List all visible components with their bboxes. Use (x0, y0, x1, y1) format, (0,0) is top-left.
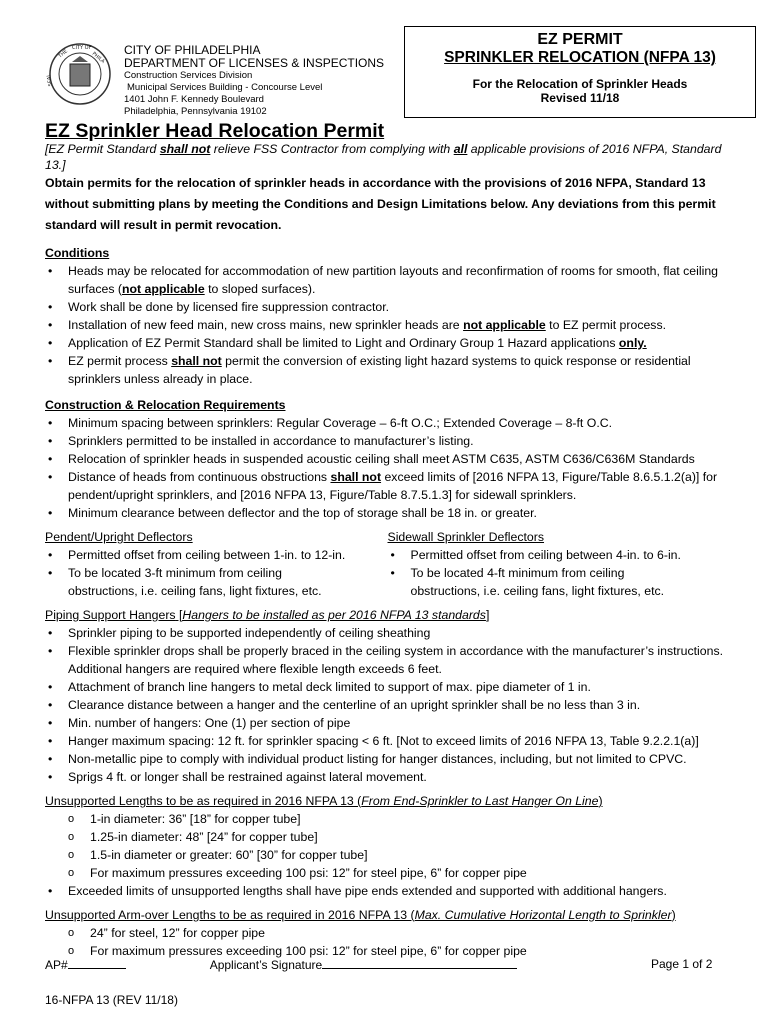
list-item: • Minimum spacing between sprinklers: Regular Coverage – 6-ft O.C.; Extended Coverage – 8-ft O.C. (45, 414, 730, 432)
division-name: Construction Services Division (124, 70, 253, 81)
svg-text:THE: THE (57, 48, 69, 60)
document-body (45, 141, 730, 960)
armover-heading: Unsupported Arm-over Lengths to be as required in 2016 NFPA 13 (Max. Cumulative Horizontal Length to Sprinkler) (45, 908, 676, 922)
list-item: • EZ permit process shall not permit the conversion of existing light hazard systems to quick response or residential sprinklers unless already in place. (45, 352, 730, 388)
list-item: • To be located 3-ft minimum from ceiling obstructions, i.e. ceiling fans, light fixtures, etc. (45, 564, 338, 600)
list-item: • Heads may be relocated for accommodation of new partition layouts and reconfirmation of rooms for smooth, flat ceiling surfaces (not applicable to sloped surfaces). (45, 262, 730, 298)
list-item: • To be located 4-ft minimum from ceiling obstructions, i.e. ceiling fans, light fixtures, etc. (388, 564, 691, 600)
list-item: o 1.25-in diameter: 48” [24” for copper tube] (45, 828, 730, 846)
building-name: Municipal Services Building - Concourse Level (127, 82, 323, 93)
list-item: • Hanger maximum spacing: 12 ft. for sprinkler spacing < 6 ft. [Not to exceed limits of 2016 NFPA 13, Table 9.2.2.1(a)] (45, 732, 730, 750)
armover-sublist (45, 924, 730, 960)
pendent-column (45, 528, 388, 600)
permit-title-box (404, 26, 756, 118)
box-revision: Revised 11/18 (540, 91, 620, 105)
unsupported-list (45, 882, 730, 900)
city-seal-logo (45, 42, 112, 106)
city-state-zip: Philadelphia, Pennsylvania 19102 (124, 106, 267, 117)
svg-text:SEAL: SEAL (45, 73, 54, 87)
construction-list (45, 414, 730, 522)
piping-list (45, 624, 730, 786)
unsupported-heading: Unsupported Lengths to be as required in 2016 NFPA 13 (From End-Sprinkler to Last Hanger On Line) (45, 794, 603, 808)
list-item: • Permitted offset from ceiling between 1-in. to 12-in. (45, 546, 388, 564)
list-item: • Sprinkler piping to be supported independently of ceiling sheathing (45, 624, 730, 642)
list-item: • Non-metallic pipe to comply with individual product listing for hanger distances, including, but not limited to CPVC. (45, 750, 730, 768)
conditions-heading: Conditions (45, 246, 110, 260)
svg-text:PHILA: PHILA (90, 50, 106, 65)
conditions-list (45, 262, 730, 388)
signature-field[interactable] (322, 957, 517, 969)
department-name: DEPARTMENT OF LICENSES & INSPECTIONS (124, 56, 385, 70)
list-item: o For maximum pressures exceeding 100 psi: 12” for steel pipe, 6” for copper pipe (45, 942, 730, 960)
list-item: • Application of EZ Permit Standard shall be limited to Light and Ordinary Group 1 Hazard applications only. (45, 334, 730, 352)
construction-heading: Construction & Relocation Requirements (45, 398, 286, 412)
list-item: • Sprigs 4 ft. or longer shall be restrained against lateral movement. (45, 768, 730, 786)
list-item: o 1.5-in diameter or greater: 60” [30” for copper tube] (45, 846, 730, 864)
street-address: 1401 John F. Kennedy Boulevard (124, 94, 264, 105)
box-title-ez-permit: EZ PERMIT (537, 31, 623, 48)
piping-heading: Piping Support Hangers [Hangers to be installed as per 2016 NFPA 13 standards] (45, 608, 490, 622)
list-item: • Attachment of branch line hangers to metal deck limited to support of max. pipe diameter of 1 in. (45, 678, 730, 696)
city-name: CITY OF PHILADELPHIA (124, 43, 261, 57)
page-title: EZ Sprinkler Head Relocation Permit (45, 120, 385, 142)
signature-line (45, 957, 745, 972)
lead-paragraph: Obtain permits for the relocation of sprinkler heads in accordance with the provisions of 2016 NFPA, Standard 13 without submitting plans by meeting the Conditions and Design Limitations below. Any deviations from this permit standard will result in permit revocation. (45, 176, 716, 232)
form-number: 16-NFPA 13 (REV 11/18) (45, 993, 178, 1007)
list-item: • Sprinklers permitted to be installed in accordance to manufacturer’s listing. (45, 432, 730, 450)
unsupported-sublist (45, 810, 730, 882)
list-item: • Work shall be done by licensed fire suppression contractor. (45, 298, 730, 316)
list-item: • Flexible sprinkler drops shall be properly braced in the ceiling system in accordance with the manufacturer’s instructions. Additional hangers are required where flexible length exceeds 6 feet. (45, 642, 730, 678)
svg-text:CITY OF: CITY OF (72, 45, 92, 51)
list-item: • Installation of new feed main, new cross mains, new sprinkler heads are not applicable to EZ permit process. (45, 316, 730, 334)
list-item: • Exceeded limits of unsupported lengths shall have pipe ends extended and supported with additional hangers. (45, 882, 730, 900)
list-item: • Clearance distance between a hanger and the centerline of an upright sprinkler shall be no less than 3 in. (45, 696, 730, 714)
ap-number-label: AP# (45, 958, 68, 972)
list-item: o 1-in diameter: 36” [18” for copper tube] (45, 810, 730, 828)
page-number: Page 1 of 2 (651, 957, 713, 971)
department-header (124, 44, 384, 118)
list-item: • Minimum clearance between deflector and the top of storage shall be 18 in. or greater. (45, 504, 730, 522)
ap-number-field[interactable] (68, 957, 126, 969)
box-subtitle: For the Relocation of Sprinkler Heads (472, 77, 688, 91)
list-item: • Distance of heads from continuous obstructions shall not exceed limits of [2016 NFPA 13, Figure/Table 8.6.5.1.2(a)] for pendent/upright sprinklers, and [2016 NFPA 13, Figure/Table 8.7.5.1.3] for sidewall sprinklers. (45, 468, 730, 504)
pendent-heading: Pendent/Upright Deflectors (45, 530, 193, 544)
list-item: • Min. number of hangers: One (1) per section of pipe (45, 714, 730, 732)
permit-note: [EZ Permit Standard shall not relieve FSS Contractor from complying with all applicable provisions of 2016 NFPA, Standard 13.] (45, 142, 722, 172)
sidewall-heading: Sidewall Sprinkler Deflectors (387, 530, 545, 544)
list-item: o 24” for steel, 12” for copper pipe (45, 924, 730, 942)
list-item: • Permitted offset from ceiling between 4-in. to 6-in. (388, 546, 731, 564)
box-title-sprinkler-relocation: SPRINKLER RELOCATION (NFPA 13) (444, 49, 716, 66)
signature-label: Applicant’s Signature (209, 958, 323, 972)
list-item: o For maximum pressures exceeding 100 psi: 12” for steel pipe, 6” for copper pipe (45, 864, 730, 882)
deflector-columns (45, 528, 730, 600)
list-item: • Relocation of sprinkler heads in suspended acoustic ceiling shall meet ASTM C635, ASTM C636/C636M Standards (45, 450, 730, 468)
sidewall-column (388, 528, 731, 600)
